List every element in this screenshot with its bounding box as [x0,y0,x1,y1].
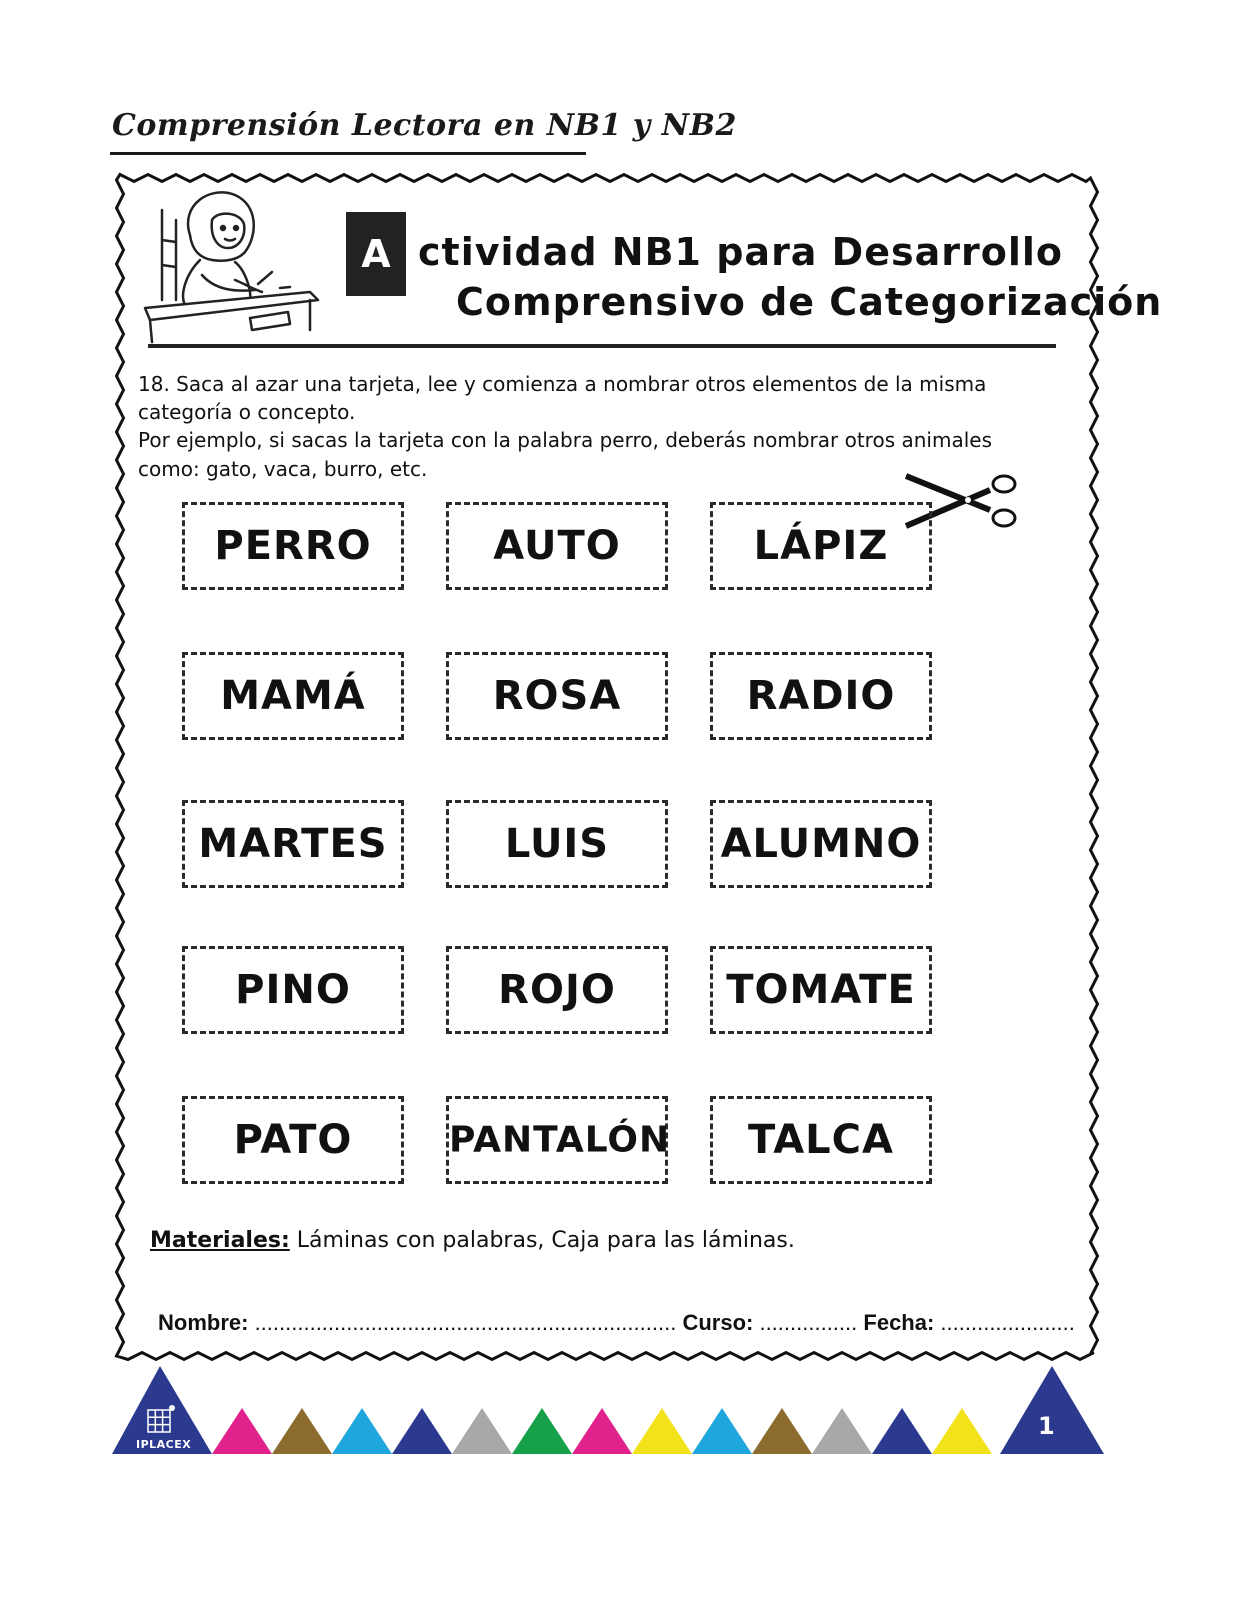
word-card[interactable] [710,652,932,740]
page-number-triangle [1000,1366,1104,1454]
card-word: RADIO [746,673,896,719]
word-card[interactable] [446,1096,671,1184]
footer-triangle [572,1408,632,1454]
course-label: Curso: [682,1310,754,1335]
card-word: PATO [233,1117,353,1163]
word-card[interactable] [182,1096,404,1184]
materials-label: Materiales: [150,1228,290,1253]
activity-title-line2: Comprensivo de Categorización [456,280,1163,324]
instruction-line: como: gato, vaca, burro, etc. [138,457,428,481]
word-card[interactable] [710,946,932,1034]
card-word: MAMÁ [220,673,366,719]
course-field[interactable]: ................ [753,1310,858,1335]
word-card[interactable] [446,652,668,740]
footer-triangle [932,1408,992,1454]
word-card[interactable] [710,1096,932,1184]
footer-triangle [692,1408,752,1454]
title-divider [148,344,1056,348]
footer-triangle [752,1408,812,1454]
page-number: 1 [1038,1412,1055,1440]
card-word: PERRO [214,523,372,569]
word-card[interactable] [446,800,668,888]
word-card[interactable] [182,652,404,740]
girl-writing-icon [140,180,320,345]
card-word: MARTES [198,821,388,867]
card-word: LUIS [504,821,610,867]
card-word: PANTALÓN [449,1119,671,1161]
name-label: Nombre: [158,1310,249,1335]
date-label: Fecha: [863,1310,935,1335]
card-word: TALCA [748,1117,894,1163]
footer-triangle [812,1408,872,1454]
footer-triangle [332,1408,392,1454]
word-card[interactable] [182,800,404,888]
footer-triangle [392,1408,452,1454]
logo-text: IPLACEX [136,1438,192,1451]
word-card[interactable] [446,502,668,590]
card-word: AUTO [493,523,621,569]
iplacex-logo-icon [146,1404,176,1434]
card-word: PINO [235,967,351,1013]
footer-triangle [632,1408,692,1454]
name-field[interactable]: ..................................................................... [248,1310,677,1335]
footer-triangle [512,1408,572,1454]
instruction-line: categoría o concepto. [138,400,356,424]
worksheet-header-title: Comprensión Lectora en NB1 y NB2 [112,108,737,143]
word-card[interactable] [446,946,668,1034]
card-word: ALUMNO [720,821,922,867]
footer-triangle [212,1408,272,1454]
card-word: ROJO [498,967,616,1013]
student-form [158,1310,1075,1336]
card-word: LÁPIZ [753,523,889,569]
word-card[interactable] [182,502,404,590]
activity-initial-box [346,212,406,296]
footer-triangle [872,1408,932,1454]
materials-text: Láminas con palabras, Caja para las láminas. [289,1228,795,1253]
card-word: ROSA [492,673,622,719]
card-word: TOMATE [726,967,916,1013]
word-card[interactable] [710,800,932,888]
instruction-line: Por ejemplo, si sacas la tarjeta con la palabra perro, deberás nombrar otros animales [138,428,992,452]
activity-title-line1: ctividad NB1 para Desarrollo [418,230,1063,274]
word-card[interactable] [182,946,404,1034]
materials-line [150,1228,795,1253]
activity-initial: A [361,232,391,276]
footer-triangle [272,1408,332,1454]
word-card[interactable] [710,502,932,590]
instruction-line: 18. Saca al azar una tarjeta, lee y comienza a nombrar otros elementos de la misma [138,372,987,396]
footer-triangle [452,1408,512,1454]
date-field[interactable]: ...................... [934,1310,1075,1335]
